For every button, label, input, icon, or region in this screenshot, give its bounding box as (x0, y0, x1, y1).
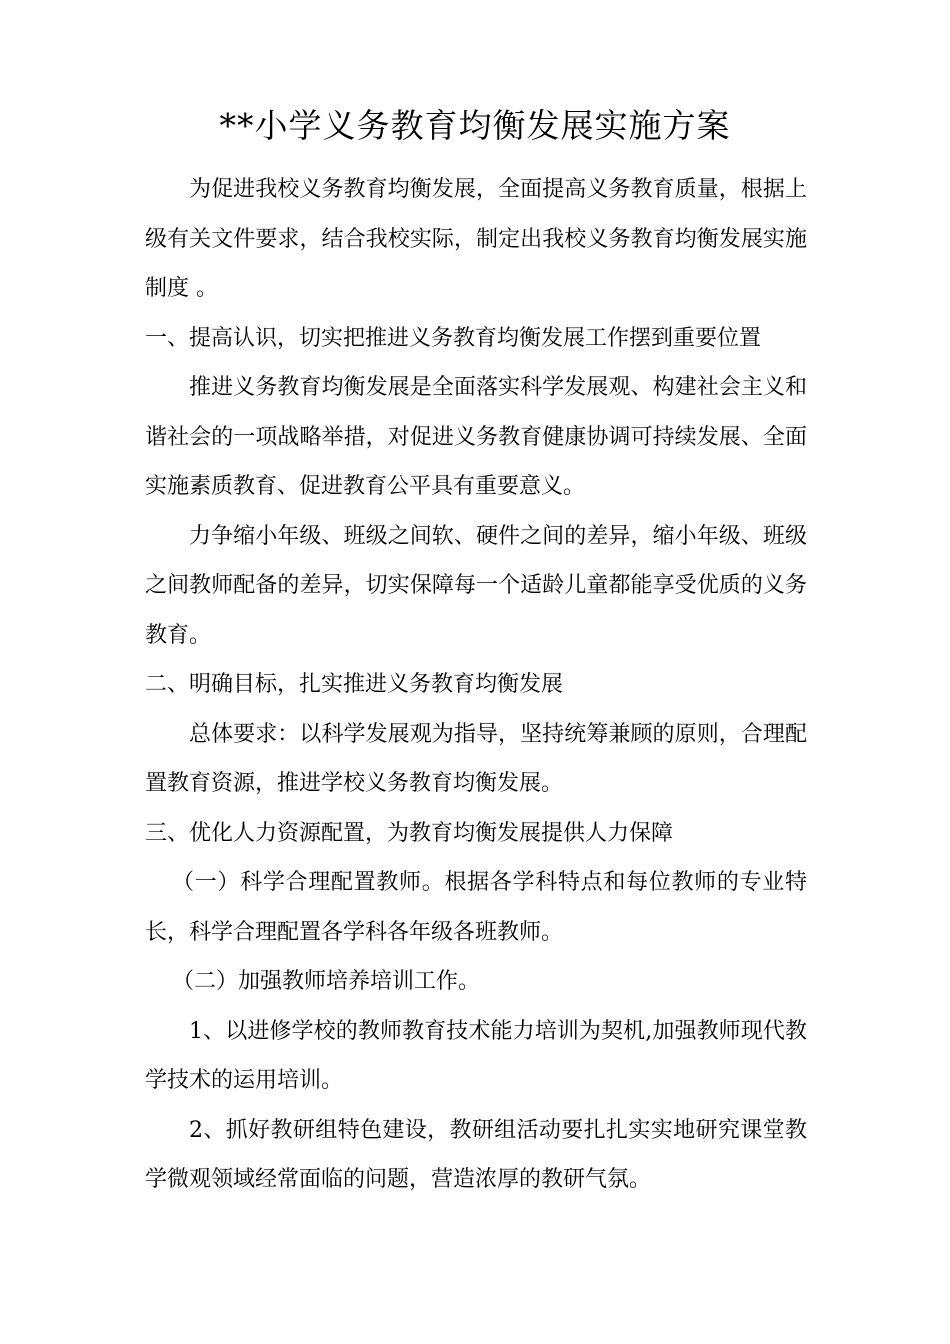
paragraph-3-2-2: 2、抓好教研组特色建设，教研组活动要扎扎实实地研究课堂教学微观领域经常面临的问题，营造浓厚的教研气氛。 (145, 1117, 807, 1192)
paragraph-3-2: （二）加强教师培养培训工作。 (172, 969, 481, 994)
document-body (145, 165, 807, 1205)
paragraph-2a: 总体要求：以科学发展观为指导，坚持统筹兼顾的原则，合理配置教育资源，推进学校义务教育均衡发展。 (145, 721, 807, 796)
document-page (145, 0, 807, 1344)
section-heading-2: 二、明确目标，扎实推进义务教育均衡发展 (145, 672, 564, 697)
document-title: **小学义务教育均衡发展实施方案 (219, 106, 731, 145)
section-heading-1: 一、提高认识，切实把推进义务教育均衡发展工作摆到重要位置 (145, 325, 762, 351)
section-heading-3: 三、优化人力资源配置，为教育均衡发展提供人力保障 (145, 820, 674, 846)
paragraph-1b: 力争缩小年级、班级之间软、硬件之间的差异，缩小年级、班级之间教师配备的差异，切实保障每一个适龄儿童都能享受优质的义务教育。 (145, 523, 807, 648)
paragraph-intro: 为促进我校义务教育均衡发展，全面提高义务教育质量，根据上级有关文件要求，结合我校实际，制定出我校义务教育均衡发展实施制度 。 (145, 177, 807, 301)
paragraph-3-1: （一）科学合理配置教师。根据各学科特点和每位教师的专业特长，科学合理配置各学科各年级各班教师。 (145, 870, 807, 945)
paragraph-1a: 推进义务教育均衡发展是全面落实科学发展观、构建社会主义和谐社会的一项战略举措，对促进义务教育健康协调可持续发展、全面实施素质教育、促进教育公平具有重要意义。 (145, 375, 807, 499)
paragraph-3-2-1: 1、以进修学校的教师教育技术能力培训为契机,加强教师现代教学技术的运用培训。 (145, 1018, 807, 1093)
